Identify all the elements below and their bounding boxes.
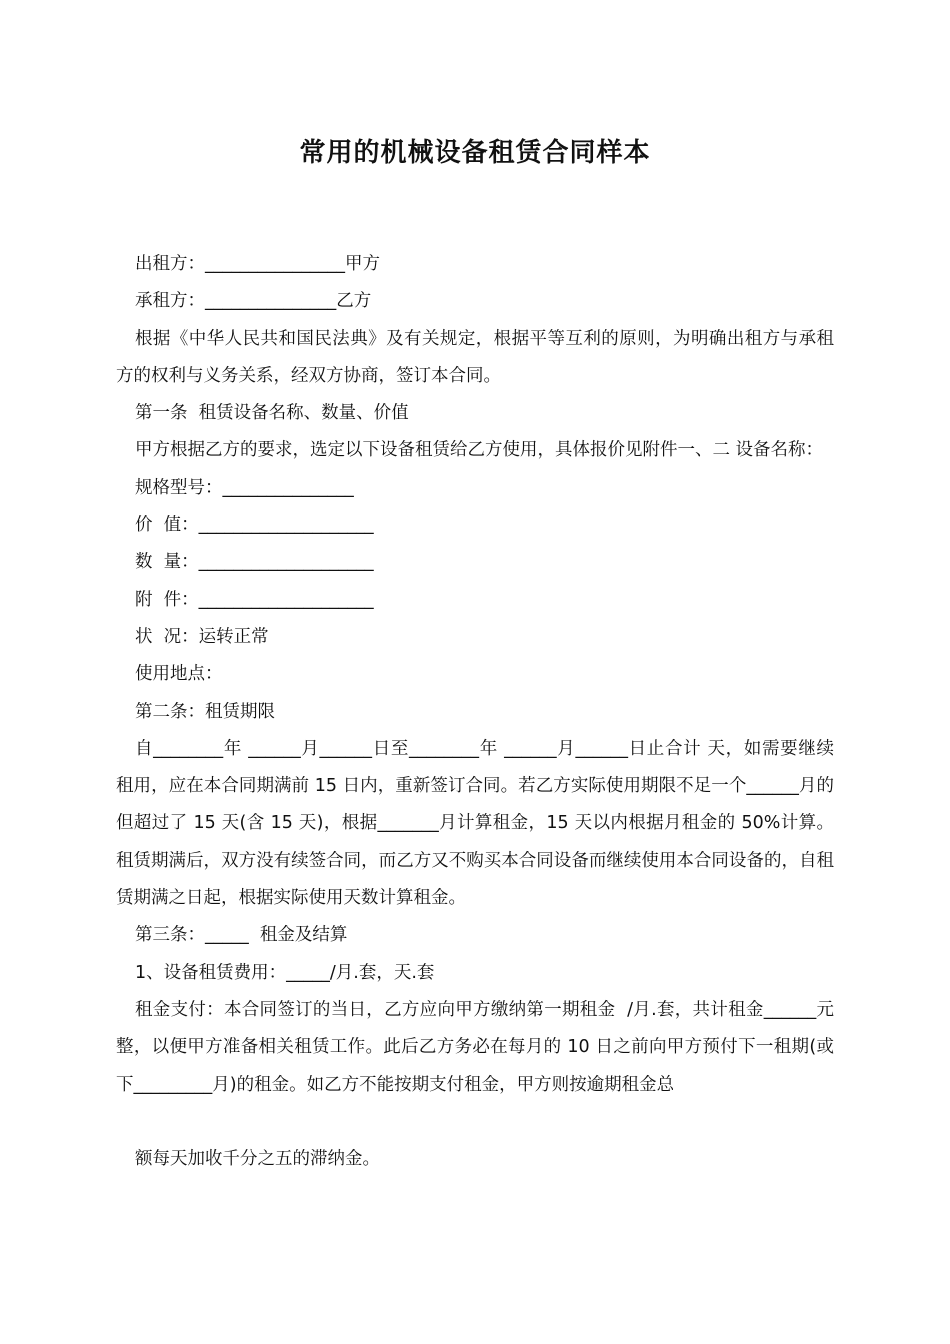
document-title: 常用的机械设备租赁合同样本	[299, 138, 651, 168]
attachment-field: 附 件：____________________	[135, 589, 374, 610]
location-field: 使用地点：	[135, 664, 223, 685]
rent-payment-paragraph: 租金支付：本合同签订的当日，乙方应向甲方缴纳第一期租金 /月.套，共计租金______元整，以便甲方准备相关租赁工作。此后乙方务必在每月的 10 日之前向甲方预付下一租期(或下_________月)的租金。如乙方不能按期支付租金，甲方则按逾期租金总	[116, 999, 834, 1095]
model-field: 规格型号：_______________	[135, 477, 354, 498]
late-fee-line: 额每天加收千分之五的滞纳金。	[135, 1148, 380, 1169]
article-2-text: 自________年 ______月______日至________年 ______月______日止合计 天，如需要继续租用，应在本合同期满前 15 日内，重新签订合同。若乙方实际使用期限不足一个______月的但超过了 15 天(含 15 天)，根据_______月计算租金，15 天以内根据月租金的 50%计算。租赁期满后，双方没有续签合同，而乙方又不购买本合同设备而继续使用本合同设备的，自租赁期满之日起，根据实际使用天数计算租金。	[116, 738, 834, 909]
condition-field: 状 况：运转正常	[135, 626, 269, 647]
quantity-field: 数 量：____________________	[135, 552, 374, 573]
article-2-heading: 第二条：租赁期限	[135, 701, 275, 722]
preamble-paragraph: 根据《中华人民共和国民法典》及有关规定，根据平等互利的原则，为明确出租方与承租方的权利与义务关系，经双方协商，签订本合同。	[116, 328, 834, 386]
article-3-heading: 第三条：_____ 租金及结算	[135, 925, 348, 946]
rental-fee-line: 1、设备租赁费用：_____/月.套，天.套	[135, 962, 435, 983]
lessor-line: 出租方：________________甲方	[135, 254, 380, 274]
article-1-heading: 第一条 租赁设备名称、数量、价值	[135, 403, 409, 424]
lessee-line: 承租方：_______________乙方	[135, 291, 372, 312]
document-body	[116, 246, 834, 1178]
article-1-text: 甲方根据乙方的要求，选定以下设备租赁给乙方使用，具体报价见附件一、二 设备名称：	[135, 440, 824, 461]
value-field: 价 值：____________________	[135, 515, 374, 536]
